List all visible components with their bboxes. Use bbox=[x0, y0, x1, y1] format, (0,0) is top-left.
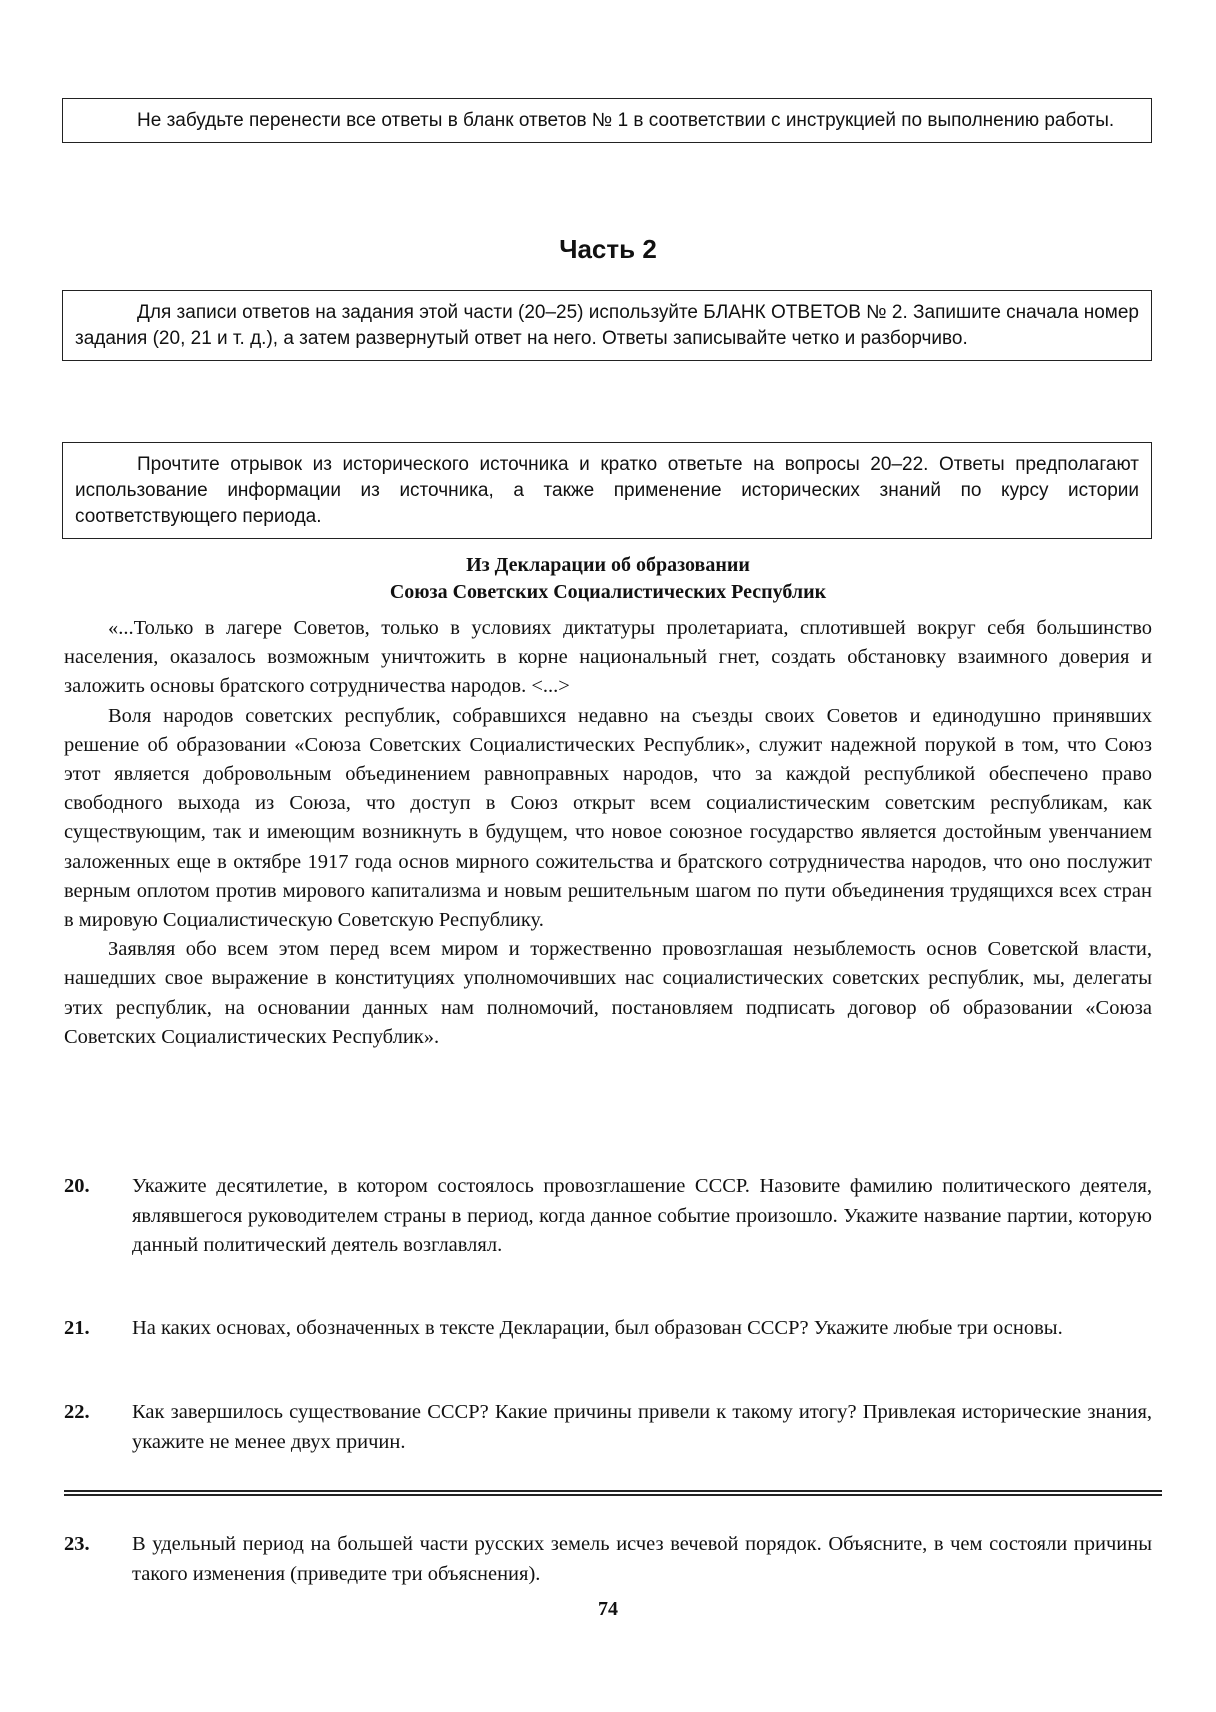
question-23 bbox=[64, 1530, 1152, 1589]
source-instructions-box bbox=[62, 442, 1152, 539]
part-title: Часть 2 bbox=[559, 234, 657, 264]
document-title bbox=[0, 552, 1216, 606]
question-text: В удельный период на большей части русских земель исчез вечевой порядок. Объясните, в чем состояли причины такого изменения (приведите три объяснения). bbox=[132, 1533, 1152, 1585]
document-title-line1: Из Декларации об образовании bbox=[466, 554, 750, 576]
page-number: 74 bbox=[598, 1598, 618, 1620]
question-22 bbox=[64, 1398, 1152, 1457]
question-number: 22. bbox=[64, 1401, 90, 1423]
source-instructions-text: Прочтите отрывок из исторического источника и кратко ответьте на вопросы 20–22. Ответы предполагают использование информации из источника, а также применение исторических знаний по курсу истории соответствующего периода. bbox=[75, 454, 1139, 527]
question-text: На каких основах, обозначенных в тексте Декларации, был образован СССР? Укажите любые три основы. bbox=[132, 1317, 1063, 1339]
question-20 bbox=[64, 1172, 1152, 1261]
notice-text: Не забудьте перенести все ответы в бланк ответов № 1 в соответствии с инструкцией по выполнению работы. bbox=[137, 110, 1115, 131]
question-21 bbox=[64, 1314, 1152, 1344]
question-text: Как завершилось существование СССР? Какие причины привели к такому итогу? Привлекая исторические знания, укажите не менее двух причин. bbox=[132, 1401, 1152, 1453]
question-number: 23. bbox=[64, 1533, 90, 1555]
source-paragraph: Заявляя обо всем этом перед всем миром и торжественно провозглашая незыблемость основ Советской власти, нашедших свое выражение в конституциях уполномочивших нас социалистических советских республик, мы, делегаты этих республик, на основании данных нам полномочий, постановляем подписать договор об образовании «Союза Советских Социалистических Республик». bbox=[64, 938, 1152, 1048]
section-divider bbox=[64, 1490, 1162, 1496]
source-paragraph: Воля народов советских республик, собравшихся недавно на съезды своих Советов и единодушно принявших решение об образовании «Союза Советских Социалистических Республик», служит надежной порукой в том, что Союз этот является добровольным объединением равноправных народов, что за каждой республикой обеспечено право свободного выхода из Союза, что доступ в Союз открыт всем социалистическим советским республикам, как существующим, так и имеющим возникнуть в будущем, что новое союзное государство является достойным увенчанием заложенных еще в октябре 1917 года основ мирного сожительства и братского сотрудничества народов, что оно послужит верным оплотом против мирового капитализма и новым решительным шагом по пути объединения трудящихся всех стран в мировую Социалистическую Советскую Республику. bbox=[64, 704, 1152, 932]
question-text: Укажите десятилетие, в котором состоялось провозглашение СССР. Назовите фамилию политического деятеля, являвшегося руководителем страны в период, когда данное событие произошло. Укажите название партии, которую данный политический деятель возглавлял. bbox=[132, 1175, 1152, 1256]
notice-box bbox=[62, 98, 1152, 143]
source-paragraph: «...Только в лагере Советов, только в условиях диктатуры пролетариата, сплотившей вокруг себя большинство населения, оказалось возможным уничтожить в корне национальный гнет, создать обстановку взаимного доверия и заложить основы братского сотрудничества народов. <...> bbox=[64, 617, 1152, 698]
answer-instructions-box bbox=[62, 290, 1152, 361]
question-number: 20. bbox=[64, 1175, 90, 1197]
document-title-line2: Союза Советских Социалистических Республик bbox=[389, 581, 827, 603]
question-number: 21. bbox=[64, 1317, 90, 1339]
source-excerpt bbox=[64, 614, 1152, 1052]
answer-instructions-text: Для записи ответов на задания этой части (20–25) используйте БЛАНК ОТВЕТОВ № 2. Запишите сначала номер задания (20, 21 и т. д.), а затем развернутый ответ на него. Ответы записывайте четко и разборчиво. bbox=[75, 302, 1139, 349]
